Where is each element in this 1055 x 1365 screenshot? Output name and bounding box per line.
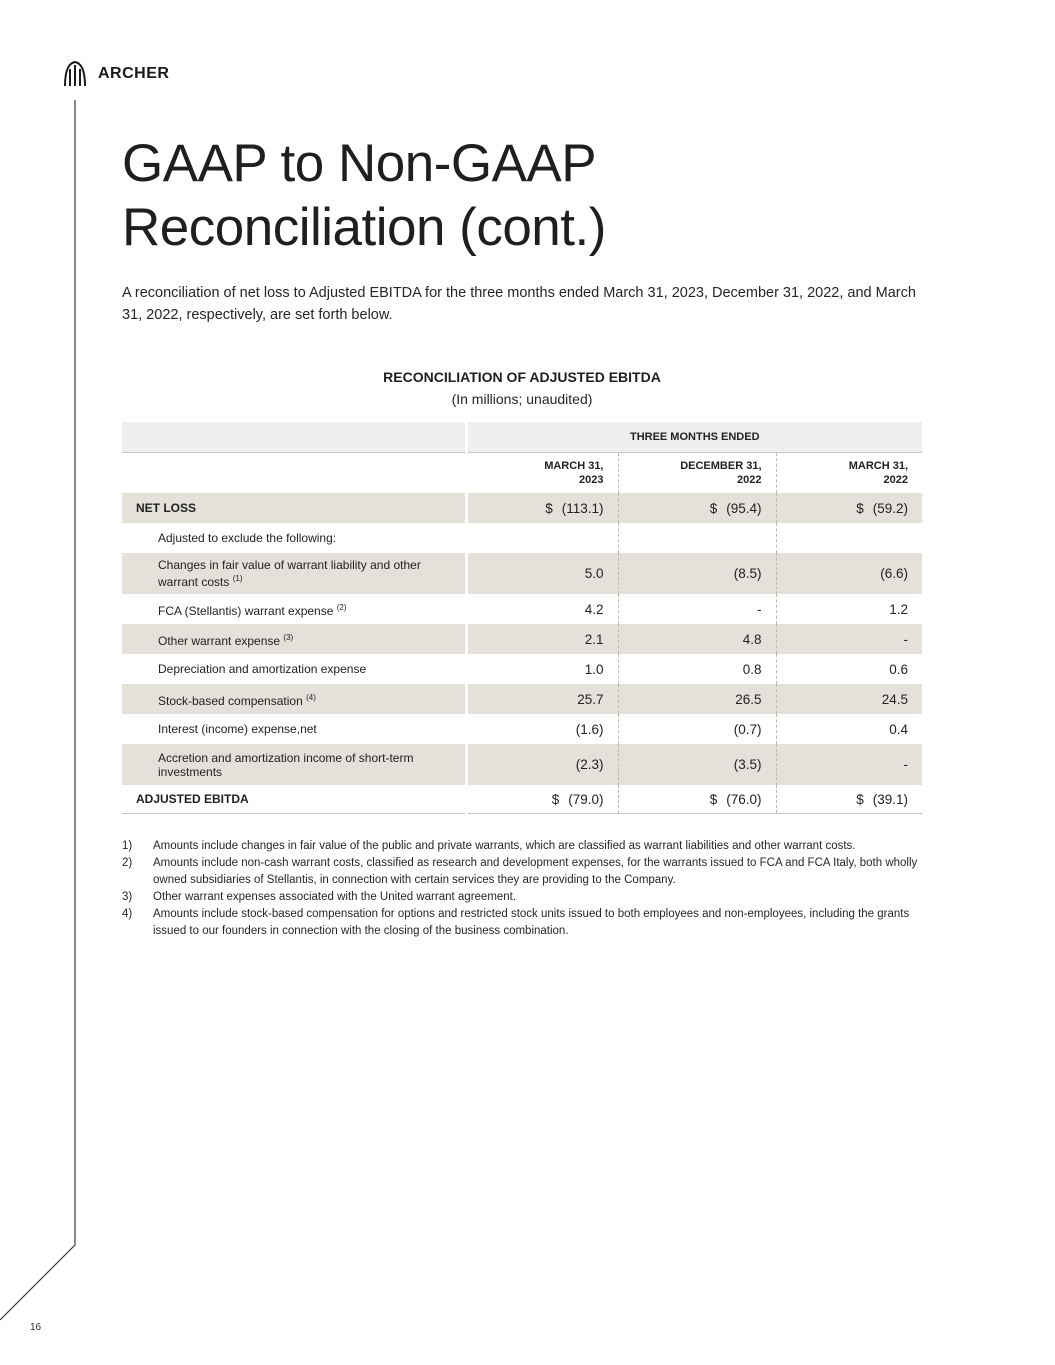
table-row [122, 594, 922, 624]
page-title: GAAP to Non-GAAP Reconciliation (cont.) [122, 134, 606, 257]
row-label: Changes in fair value of warrant liability and other warrant costs $^{(1)}$ [122, 553, 466, 594]
table-row [122, 684, 922, 714]
table-subtitle: (In millions; unaudited) [451, 391, 593, 407]
table-cell: (6.6) [776, 553, 922, 594]
footnotes [122, 838, 922, 940]
column-header: MARCH 31, 2022 [848, 460, 909, 486]
table-cell: (2.3) [466, 744, 618, 785]
table-cell: (0.7) [618, 714, 776, 744]
table-cell: - [776, 744, 922, 785]
row-label: FCA (Stellantis) warrant expense $^{(2)}$ [122, 594, 466, 624]
table-cell: 25.7 [466, 684, 618, 714]
footnote: 3) Other warrant expenses associated with the United warrant agreement. [122, 891, 517, 903]
footnote: 1) Amounts include changes in fair value of the public and private warrants, which are classified as warrant liabilities and other warrant costs. [122, 840, 856, 852]
row-label: Depreciation and amortization expense [122, 654, 466, 684]
table-cell: $ (79.0) [466, 785, 618, 814]
table-cell: - [618, 594, 776, 624]
reconciliation-table [122, 422, 922, 814]
intro-paragraph: A reconciliation of net loss to Adjusted EBITDA for the three months ended March 31, 2023, December 31, 2022, and March 31, 2022, respectively, are set forth below. [122, 285, 916, 323]
table-cell: 4.8 [618, 624, 776, 654]
table-cell: 1.2 [889, 601, 909, 617]
row-label: Stock-based compensation $^{(4)}$ [122, 684, 466, 714]
row-label: ADJUSTED EBITDA [122, 785, 466, 814]
table-cell: - [776, 624, 922, 654]
row-label: Adjusted to exclude the following: [122, 523, 466, 553]
table-cell: $ (95.4) [618, 493, 776, 523]
table-cell: 0.6 [889, 661, 909, 677]
footnote: 4) Amounts include stock-based compensation for options and restricted stock units issued to both employees and non-employees, including the grants issued to our founders in connection with the closing of the business combination. [122, 908, 910, 937]
table-cell: 2.1 [466, 624, 618, 654]
adjusted-ebitda-row [122, 785, 922, 814]
table-row [122, 624, 922, 654]
row-label: Interest (income) expense,net [122, 714, 466, 744]
row-label: Other warrant expense $^{(3)}$ [122, 624, 466, 654]
table-cell: $ (59.2) [776, 493, 922, 523]
adjust-label-row [122, 523, 922, 553]
table-cell: (3.5) [618, 744, 776, 785]
table-cell: 1.0 [466, 654, 618, 684]
archer-logo-icon [62, 60, 88, 88]
table-cell: 4.2 [466, 594, 618, 624]
footnote: 2) Amounts include non-cash warrant costs, classified as research and development expenses, for the warrants issued to FCA and FCA Italy, both wholly owned subsidiaries of Stellantis, in connection with certain services they are providing to the Company. [122, 857, 918, 886]
row-label: Accretion and amortization income of short-term investments [122, 744, 466, 785]
table-cell: (8.5) [618, 553, 776, 594]
table-cell: 26.5 [618, 684, 776, 714]
table-cell: (1.6) [466, 714, 618, 744]
table-row [122, 714, 922, 744]
column-header: MARCH 31, 2023 [466, 453, 618, 494]
table-cell: 0.4 [889, 721, 909, 737]
table-title: RECONCILIATION OF ADJUSTED EBITDA [383, 369, 661, 385]
table-cell: $ (113.1) [466, 493, 618, 523]
row-label: NET LOSS [122, 493, 466, 523]
table-cell: $ (76.0) [618, 785, 776, 814]
table-cell: $ (39.1) [776, 785, 922, 814]
table-cell: 5.0 [466, 553, 618, 594]
page-number: 16 [30, 1322, 42, 1333]
brand-name: ARCHER [98, 65, 170, 82]
table-cell: 24.5 [776, 684, 922, 714]
column-header-row [122, 453, 922, 494]
column-header: DECEMBER 31, 2022 [618, 453, 776, 494]
table-cell: 0.8 [618, 654, 776, 684]
net-loss-row [122, 493, 922, 523]
group-header: THREE MONTHS ENDED [466, 422, 922, 453]
table-row [122, 744, 922, 785]
brand-logo [62, 60, 169, 88]
table-row [122, 654, 922, 684]
table-row [122, 553, 922, 594]
group-header-row [122, 422, 922, 453]
